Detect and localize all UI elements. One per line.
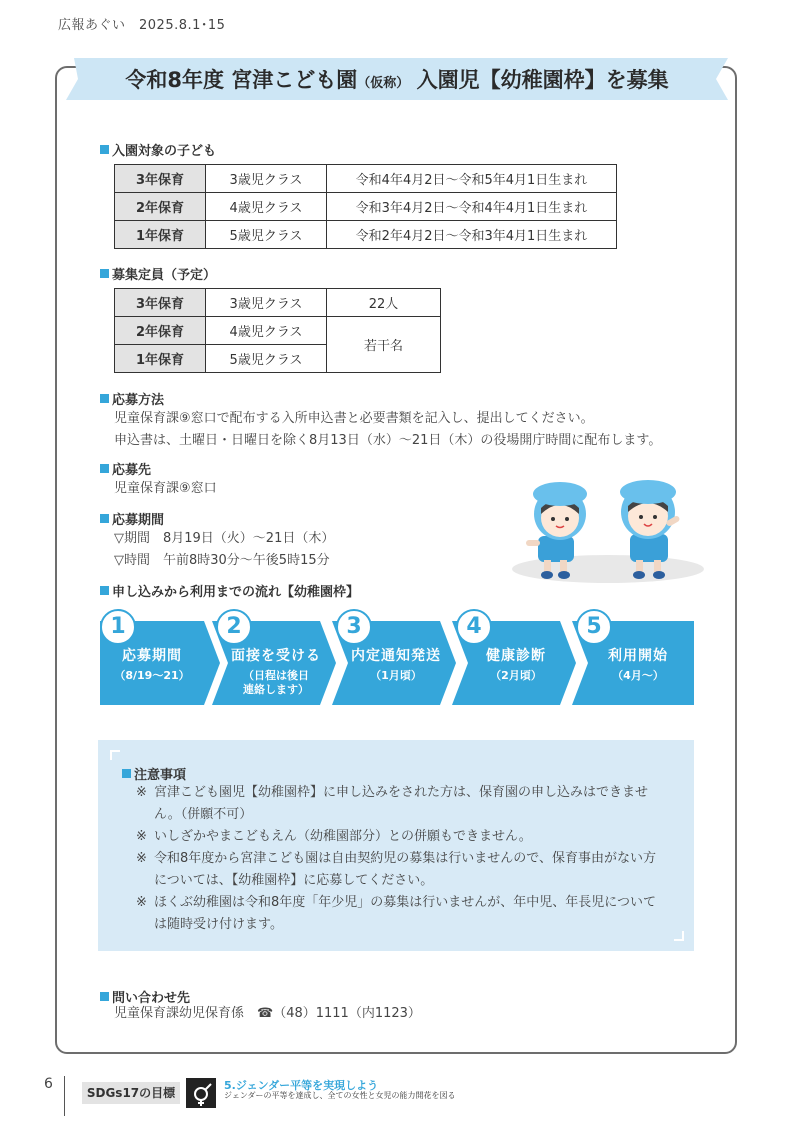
- footer-divider: [64, 1076, 65, 1116]
- page-number: 6: [44, 1076, 53, 1092]
- table-cell: 5歳児クラス: [206, 345, 327, 373]
- table-cell: 1年保育: [115, 345, 206, 373]
- page-title: [66, 64, 728, 94]
- table-cell: 22人: [327, 289, 441, 317]
- table-row: [115, 165, 617, 193]
- corner-bracket: [674, 931, 684, 941]
- notes-box: [98, 740, 694, 951]
- method-line-1: 児童保育課⑨窓口で配布する入所申込書と必要書類を記入し、提出してください。: [114, 411, 594, 426]
- step-sub: （1月頃）: [370, 669, 422, 682]
- children-illustration: [508, 474, 708, 586]
- step-number: 2: [216, 609, 252, 645]
- period-line-2: ▽時間 午前8時30分～午後5時15分: [114, 553, 330, 568]
- notes-heading: 注意事項: [122, 764, 186, 783]
- period-body: [114, 528, 334, 572]
- flow-step-4: [452, 614, 578, 705]
- notes-list: [136, 782, 666, 936]
- table-row: [115, 193, 617, 221]
- table-cell: 3歳児クラス: [206, 165, 327, 193]
- step-sub: （2月頃）: [490, 669, 542, 682]
- step-number: 5: [576, 609, 612, 645]
- section-marker: [100, 464, 109, 473]
- table-cell: 令和4年4月2日～令和5年4月1日生まれ: [327, 165, 617, 193]
- step-sub: （日程は後日連絡します）: [243, 669, 309, 696]
- step-number: 3: [336, 609, 372, 645]
- sdg-goal-subtitle: ジェンダーの平等を達成し、全ての女性と女児の能力開花を図る: [224, 1091, 456, 1100]
- step-label: [464, 645, 568, 683]
- flow-step-5: [572, 614, 694, 705]
- method-body: [114, 408, 714, 452]
- page-header: 広報あぐい 2025.8.1･15: [58, 18, 226, 33]
- sdg-tag: SDGs17の目標: [82, 1082, 180, 1104]
- step-number: 4: [456, 609, 492, 645]
- contact-text: 児童保育課幼児保育係 ☎（48）1111（内1123）: [114, 1006, 421, 1021]
- step-label: [100, 645, 204, 683]
- section-marker: [122, 769, 131, 778]
- step-title: 応募期間: [122, 648, 182, 664]
- table-cell: 2年保育: [115, 317, 206, 345]
- section-marker: [100, 394, 109, 403]
- section-marker: [100, 992, 109, 1001]
- destination-heading: 応募先: [100, 459, 151, 478]
- table-cell: 若干名: [327, 317, 441, 373]
- table-cell: 1年保育: [115, 221, 206, 249]
- table-cell: 3年保育: [115, 289, 206, 317]
- step-title: 面接を受ける: [231, 648, 321, 664]
- table-cell: 5歳児クラス: [206, 221, 327, 249]
- table-row: [115, 317, 441, 345]
- period-heading: 応募期間: [100, 509, 164, 528]
- section-marker: [100, 514, 109, 523]
- eligibility-table: [114, 164, 617, 249]
- contact-heading: 問い合わせ先: [100, 987, 190, 1006]
- step-sub: （4月～）: [612, 669, 664, 682]
- note-item: ※ ほくぶ幼稚園は令和8年度「年少児」の募集は行いませんが、年中児、年長児については随時受け付けます。: [136, 895, 657, 932]
- flow-step-2: [212, 614, 338, 705]
- destination-text: 児童保育課⑨窓口: [114, 481, 217, 496]
- step-title: 健康診断: [486, 648, 546, 664]
- note-item: ※ いしざかやまこどもえん（幼稚園部分）との併願もできません。: [136, 829, 532, 844]
- title-banner: [66, 58, 728, 100]
- table-cell: 3歳児クラス: [206, 289, 327, 317]
- table-cell: 4歳児クラス: [206, 317, 327, 345]
- step-label: [586, 645, 690, 683]
- table-cell: 3年保育: [115, 165, 206, 193]
- section-marker: [100, 586, 109, 595]
- method-line-2: 申込書は、土曜日・日曜日を除く8月13日（水）～21日（木）の役場開庁時間に配布します。: [114, 433, 662, 448]
- step-label: [344, 645, 448, 683]
- eligibility-heading: 入園対象の子ども: [100, 140, 216, 159]
- gender-equality-icon: [186, 1078, 216, 1108]
- capacity-table: [114, 288, 441, 373]
- corner-bracket: [110, 750, 120, 760]
- sdg-goal-title: 5.ジェンダー平等を実現しよう: [224, 1079, 379, 1092]
- step-title: 内定通知発送: [351, 648, 441, 664]
- step-sub: （8/19～21）: [114, 669, 190, 682]
- capacity-heading: 募集定員（予定）: [100, 264, 216, 283]
- table-cell: 令和2年4月2日～令和3年4月1日生まれ: [327, 221, 617, 249]
- step-number: 1: [100, 609, 136, 645]
- table-cell: 2年保育: [115, 193, 206, 221]
- period-line-1: ▽期間 8月19日（火）～21日（木）: [114, 531, 335, 546]
- title-rest: 入園児【幼稚園枠】を募集: [409, 68, 669, 92]
- flow-step-1: [100, 614, 220, 705]
- table-cell: 4歳児クラス: [206, 193, 327, 221]
- title-paren: （仮称）: [357, 76, 410, 91]
- note-item: ※ 宮津こども園児【幼稚園枠】に申し込みをされた方は、保育園の申し込みはできません。（併願不可）: [136, 785, 649, 822]
- table-row: [115, 289, 441, 317]
- step-label: [224, 645, 328, 697]
- table-row: [115, 221, 617, 249]
- section-marker: [100, 269, 109, 278]
- section-marker: [100, 145, 109, 154]
- table-cell: 令和3年4月2日～令和4年4月1日生まれ: [327, 193, 617, 221]
- title-main: 令和8年度 宮津こども園: [125, 68, 358, 92]
- flow-heading: 申し込みから利用までの流れ【幼稚園枠】: [100, 581, 359, 600]
- note-item: ※ 令和8年度から宮津こども園は自由契約児の募集は行いませんので、保育事由がない方については、【幼稚園枠】に応募してください。: [136, 851, 657, 888]
- flow-step-3: [332, 614, 458, 705]
- method-heading: 応募方法: [100, 389, 164, 408]
- step-title: 利用開始: [608, 648, 668, 664]
